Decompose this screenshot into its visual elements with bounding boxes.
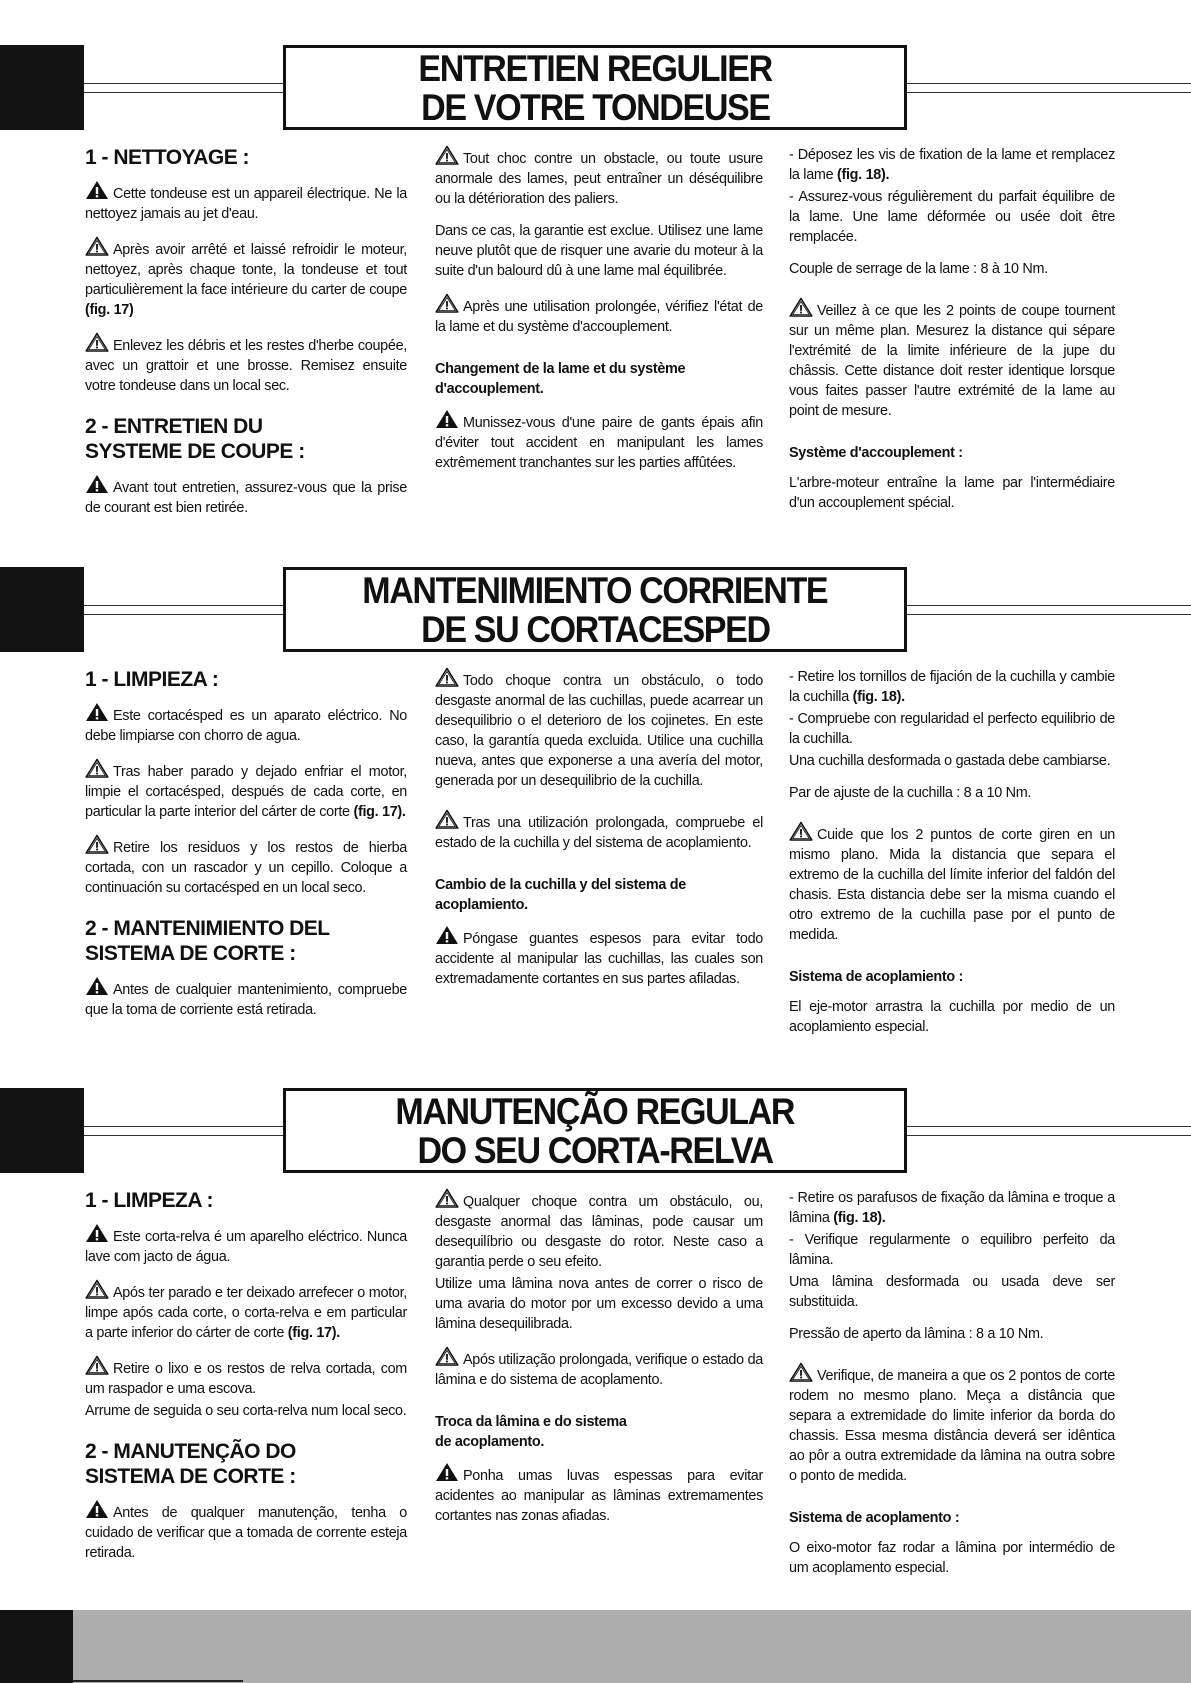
warning-outline-icon: [435, 667, 459, 687]
subheading: Cambio de la cuchilla y del sistema de acoplamiento.: [435, 877, 686, 913]
warning-outline-icon: [435, 293, 459, 313]
paragraph: Este corta-relva é um aparelho eléctrico. Nunca lave com jacto de água.: [85, 1223, 407, 1267]
subheading: Sistema de acoplamento :: [789, 1510, 960, 1526]
heading-maintenance: 2 - MANUTENÇÃO DO SISTEMA DE CORTE :: [85, 1440, 296, 1488]
title-rule-right: [907, 1126, 1191, 1136]
figure-ref: (fig. 18).: [852, 689, 905, 705]
warning-filled-icon: [85, 474, 109, 494]
column-1: [85, 667, 407, 1032]
paragraph: Veillez à ce que les 2 points de coupe tournent sur un même plan. Mesurez la distance qui sépare l'extrémité de la limite inférieure de la jupe du châssis. Cette distance doit rester identique lorsque vous faites passer l'autre extrémité de la lame au point de mesure.: [789, 297, 1115, 421]
paragraph: Todo choque contra un obstáculo, o todo desgaste anormal de las cuchillas, puede acarrear un desequilibrio o el deterioro de los cojinetes. En este caso, la garantía queda excluida. Utilice una cuchilla nueva, antes que exponerse a una avería del motor, generada por un desequilibrio de la cuchilla.: [435, 667, 763, 791]
paragraph: Póngase guantes espesos para evitar todo accidente al manipular las cuchillas, las cuales son extremadamente cortantes en sus partes afiladas.: [435, 925, 763, 989]
warning-outline-icon: [435, 809, 459, 829]
column-3: [789, 145, 1115, 525]
section-title: [283, 45, 907, 130]
warning-filled-icon: [85, 976, 109, 996]
warning-filled-icon: [85, 1499, 109, 1519]
subheading: Système d'accouplement :: [789, 445, 963, 461]
warning-outline-icon: [85, 1355, 109, 1375]
title-rule-right: [907, 605, 1191, 615]
paragraph: Verifique, de maneira a que os 2 pontos de corte rodem no mesmo plano. Meça a distância que separa a extremidade do limite inferior da borda do chassis. Essa mesma distância deverá ser idêntica ao pôr a outra extremidade da lâmina na outra sobre o ponto de medida.: [789, 1362, 1115, 1486]
figure-ref: (fig. 17).: [287, 1325, 340, 1341]
paragraph: Una cuchilla desformada o gastada debe cambiarse.: [789, 753, 1111, 769]
paragraph: Tout choc contre un obstacle, ou toute usure anormale des lames, peut entraîner un déséquilibre ou la détérioration des paliers.: [435, 145, 763, 209]
paragraph: - Déposez les vis de fixation de la lame et remplacez la lame (fig. 18).: [789, 147, 1115, 183]
paragraph: - Compruebe con regularidad el perfecto equilibrio de la cuchilla.: [789, 711, 1115, 747]
paragraph: Arrume de seguida o seu corta-relva num local seco.: [85, 1403, 407, 1419]
footer-bar: [0, 1610, 1191, 1683]
language-tab: [0, 567, 84, 652]
column-3: [789, 667, 1115, 1049]
paragraph: Pressão de aperto da lâmina : 8 a 10 Nm.: [789, 1326, 1044, 1342]
heading-maintenance: 2 - MANTENIMIENTO DEL SISTEMA DE CORTE :: [85, 917, 330, 965]
column-2: [435, 1188, 763, 1538]
column-2: [435, 145, 763, 485]
heading-maintenance: 2 - ENTRETIEN DU SYSTEME DE COUPE :: [85, 415, 305, 463]
warning-outline-icon: [85, 236, 109, 256]
figure-ref: (fig. 17): [85, 302, 134, 318]
column-1: [85, 145, 407, 530]
column-3: [789, 1188, 1115, 1590]
language-tab: [0, 45, 84, 130]
section-title-line-1: MANTENIMIENTO CORRIENTE: [362, 569, 828, 611]
title-rule-left: [84, 83, 283, 93]
warning-filled-icon: [85, 702, 109, 722]
paragraph: Cette tondeuse est un appareil électrique. Ne la nettoyez jamais au jet d'eau.: [85, 180, 407, 224]
section-title-line-2: DE VOTRE TONDEUSE: [420, 86, 770, 128]
paragraph: - Retire os parafusos de fixação da lâmina e troque a lâmina (fig. 18).: [789, 1190, 1115, 1226]
heading-cleaning: 1 - NETTOYAGE :: [85, 146, 250, 169]
paragraph: Avant tout entretien, assurez-vous que la prise de courant est bien retirée.: [85, 474, 407, 518]
paragraph: Qualquer choque contra um obstáculo, ou, desgaste anormal das lâminas, pode causar um desequilíbrio ou desgaste do rotor. Neste caso a garantia perde o seu efeito.: [435, 1188, 763, 1272]
paragraph: Utilize uma lâmina nova antes de correr o risco de uma avaria do motor por um excesso devido a uma lâmina desequilibrada.: [435, 1276, 763, 1332]
paragraph: Uma lâmina desformada ou usada deve ser substituida.: [789, 1274, 1115, 1310]
heading-cleaning: 1 - LIMPIEZA :: [85, 668, 219, 691]
figure-ref: (fig. 18).: [833, 1210, 886, 1226]
paragraph: Enlevez les débris et les restes d'herbe coupée, avec un grattoir et une brosse. Remisez ensuite votre tondeuse dans un local sec.: [85, 332, 407, 396]
paragraph: El eje-motor arrastra la cuchilla por medio de un acoplamiento especial.: [789, 999, 1115, 1035]
subheading: Sistema de acoplamiento :: [789, 969, 964, 985]
paragraph: Tras una utilización prolongada, compruebe el estado de la cuchilla y del sistema de acoplamiento.: [435, 809, 763, 853]
column-2: [435, 667, 763, 1001]
section-title-line-1: MANUTENÇÃO REGULAR: [395, 1090, 795, 1132]
warning-outline-icon: [789, 1362, 813, 1382]
paragraph: Após utilização prolongada, verifique o estado da lâmina e do sistema de acoplamento.: [435, 1346, 763, 1390]
paragraph: Munissez-vous d'une paire de gants épais afin d'éviter tout accident en manipulant les lames extrêmement tranchantes sur les parties affûtées.: [435, 409, 763, 473]
heading-cleaning: 1 - LIMPEZA :: [85, 1189, 214, 1212]
section-title-line-2: DO SEU CORTA-RELVA: [417, 1129, 773, 1171]
warning-outline-icon: [435, 145, 459, 165]
column-1: [85, 1188, 407, 1575]
subheading: Changement de la lame et du système d'accouplement.: [435, 361, 686, 397]
paragraph: O eixo-motor faz rodar a lâmina por intermédio de um acoplamento especial.: [789, 1540, 1115, 1576]
title-rule-right: [907, 83, 1191, 93]
paragraph: Par de ajuste de la cuchilla : 8 a 10 Nm.: [789, 785, 1032, 801]
paragraph: Antes de qualquer manutenção, tenha o cuidado de verificar que a tomada de corrente esteja retirada.: [85, 1499, 407, 1563]
paragraph: - Assurez-vous régulièrement du parfait équilibre de la lame. Une lame déformée ou usée doit être remplacée.: [789, 189, 1115, 245]
warning-filled-icon: [435, 925, 459, 945]
section-title: [283, 567, 907, 652]
paragraph: L'arbre-moteur entraîne la lame par l'intermédiaire d'un accouplement spécial.: [789, 475, 1115, 511]
warning-outline-icon: [789, 297, 813, 317]
paragraph: Après avoir arrêté et laissé refroidir le moteur, nettoyez, après chaque tonte, la tondeuse et tout particulièrement la face intérieure du carter de coupe (fig. 17): [85, 236, 407, 320]
section-title-line-2: DE SU CORTACESPED: [420, 608, 770, 650]
paragraph: Após ter parado e ter deixado arrefecer o motor, limpe após cada corte, o corta-relva e em particular a parte inferior do cárter de corte (fig. 17).: [85, 1279, 407, 1343]
warning-outline-icon: [789, 821, 813, 841]
warning-outline-icon: [85, 1279, 109, 1299]
title-rule-left: [84, 605, 283, 615]
paragraph: Couple de serrage de la lame : 8 à 10 Nm.: [789, 261, 1048, 277]
paragraph: - Retire los tornillos de fijación de la cuchilla y cambie la cuchilla (fig. 18).: [789, 669, 1115, 705]
figure-ref: (fig. 17).: [353, 804, 406, 820]
paragraph: Retire o lixo e os restos de relva cortada, com um raspador e uma escova.: [85, 1355, 407, 1399]
warning-outline-icon: [435, 1346, 459, 1366]
paragraph: Tras haber parado y dejado enfriar el motor, limpie el cortacésped, después de cada corte, en particular la parte interior del cárter de corte (fig. 17).: [85, 758, 407, 822]
warning-outline-icon: [435, 1188, 459, 1208]
section-title-line-1: ENTRETIEN REGULIER: [418, 47, 772, 89]
title-rule-left: [84, 1126, 283, 1136]
figure-ref: (fig. 18).: [837, 167, 890, 183]
page-number-tab: [0, 1610, 73, 1683]
paragraph: Cuide que los 2 puntos de corte giren en un mismo plano. Mida la distancia que separa el extremo de la cuchilla del límite inferior del faldón del chasis. Esta distancia debe ser la misma cuando el otro extremo de la cuchilla pase por el punto de medida.: [789, 821, 1115, 945]
warning-filled-icon: [85, 1223, 109, 1243]
paragraph: Ponha umas luvas espessas para evitar acidentes ao manipular as lâminas extremamentes cortantes nas zonas afiadas.: [435, 1462, 763, 1526]
paragraph: - Verifique regularmente o equilibro perfeito da lâmina.: [789, 1232, 1115, 1268]
paragraph: Après une utilisation prolongée, vérifiez l'état de la lame et du système d'accouplement.: [435, 293, 763, 337]
warning-outline-icon: [85, 332, 109, 352]
warning-outline-icon: [85, 758, 109, 778]
warning-filled-icon: [435, 1462, 459, 1482]
language-tab: [0, 1088, 84, 1173]
warning-outline-icon: [85, 834, 109, 854]
paragraph: Antes de cualquier mantenimiento, compruebe que la toma de corriente está retirada.: [85, 976, 407, 1020]
footer-line: [73, 1680, 243, 1682]
warning-filled-icon: [85, 180, 109, 200]
paragraph: Este cortacésped es un aparato eléctrico. No debe limpiarse con chorro de agua.: [85, 702, 407, 746]
warning-filled-icon: [435, 409, 459, 429]
paragraph: Dans ce cas, la garantie est exclue. Utilisez une lame neuve plutôt que de risquer une avarie du moteur à la suite d'un balourd dû à une lame mal équilibrée.: [435, 223, 763, 279]
subheading: Troca da lâmina e do sistema de acoplamento.: [435, 1414, 627, 1450]
section-title: [283, 1088, 907, 1173]
paragraph: Retire los residuos y los restos de hierba cortada, con un rascador y un cepillo. Coloque a continuación su cortacésped en un local seco.: [85, 834, 407, 898]
